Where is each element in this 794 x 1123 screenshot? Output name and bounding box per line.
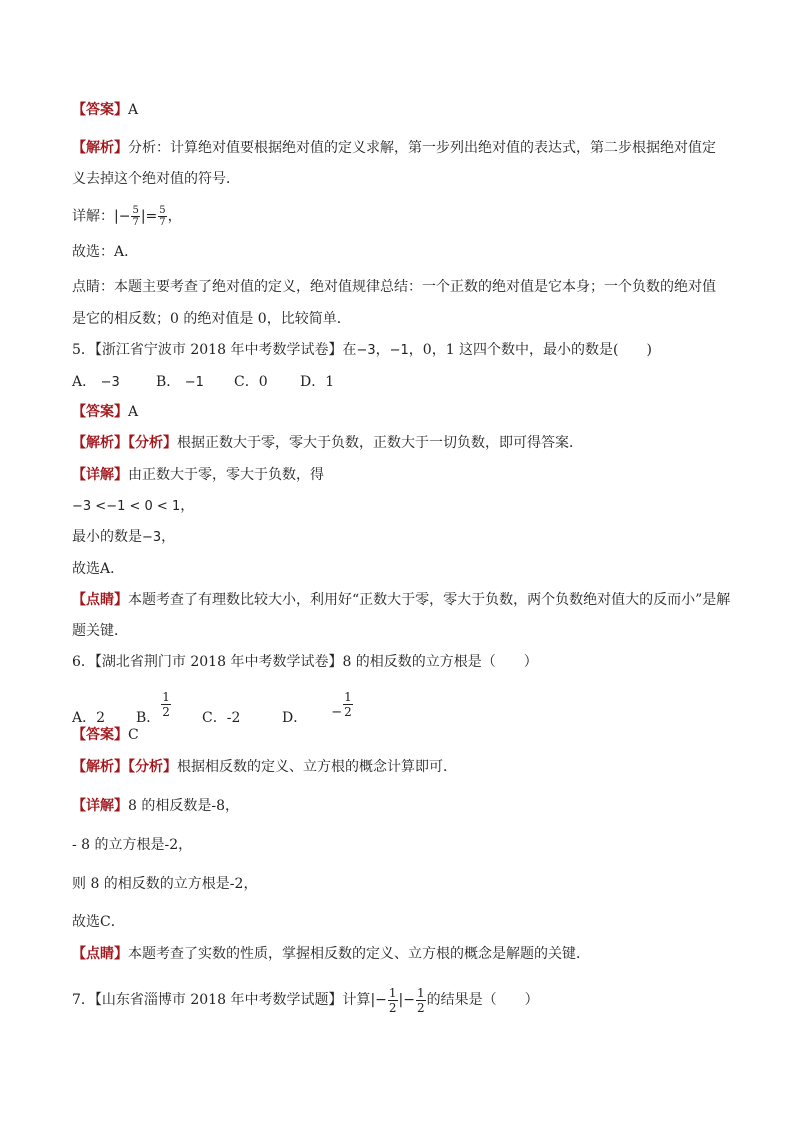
answer-line-q5: 【答案】A [72, 404, 139, 420]
detail-line-q6: 【详解】8 的相反数是-8， [72, 798, 239, 814]
option-c: C．0 [234, 374, 268, 390]
option-a: A．2 [72, 710, 106, 726]
abs-open: |− [114, 208, 131, 225]
choose-line-q6: 故选C． [72, 914, 125, 930]
question-6-stem: 6．【湖北省荆门市 2018 年中考数学试卷】8 的相反数的立方根是（ ） [72, 654, 538, 670]
analysis-text-cont: 义去掉这个绝对值的符号． [72, 171, 240, 187]
question-7-stem: 7．【山东省淄博市 2018 年中考数学试题】计算|− $\frac{1}{2}$ |− $\frac{1}{2}$ 的结果是（ ） [72, 985, 539, 1015]
inequality: −3 <−1 < 0 < 1 [72, 499, 181, 514]
option-a: A． −3 [72, 374, 120, 390]
option-c: C．-2 [202, 710, 241, 726]
detail-line-q4: 详解：|− $\frac{5}{7}$ |= $\frac{5}{7}$ ， [72, 205, 182, 228]
note-line-q5-cont: 题关键． [72, 623, 128, 639]
answer-tag: 【答案】 [72, 102, 128, 118]
analysis-line-q6: 【解析】【分析】根据相反数的定义、立方根的概念计算即可． [72, 759, 457, 775]
choose-line-q5: 故选A． [72, 561, 125, 577]
choose-line-q4: 故选：A． [72, 244, 139, 260]
cube-root-line: - 8 的立方根是-2， [72, 837, 193, 853]
detail-line-q5: 【详解】由正数大于零，零大于负数，得 [72, 467, 324, 483]
fraction: $\frac{1}{2}$ [388, 985, 397, 1015]
question-5-options [72, 372, 334, 393]
fraction: $\frac{5}{7}$ [132, 205, 139, 228]
note-line-q6: 【点睛】本题考查了实数的性质，掌握相反数的定义、立方根的概念是解题的关键． [72, 946, 590, 962]
fraction: $\frac{5}{7}$ [159, 205, 166, 228]
detail-prefix: 详解： [72, 208, 114, 225]
answer-line-q6: 【答案】C [72, 727, 139, 743]
question-5-stem: 5．【浙江省宁波市 2018 年中考数学试卷】在−3，−1，0，1 这四个数中，最小的数是( ) [72, 342, 652, 358]
note-line-q4-cont: 是它的相反数；0 的绝对值是 0，比较简单． [72, 311, 351, 327]
note-line-q4: 点睛：本题主要考查了绝对值的定义，绝对值规律总结：一个正数的绝对值是它本身；一个负数的绝对值 [72, 279, 716, 295]
analysis-tag: 【解析】 [72, 140, 128, 156]
option-b: B． $\frac{1}{2}$ [136, 690, 170, 726]
option-b: B． −1 [156, 374, 204, 390]
question-source: 【浙江省宁波市 2018 年中考数学试卷】 [94, 342, 343, 358]
inequality-line: −3 <−1 < 0 < 1， [72, 498, 195, 514]
answer-value: A [128, 102, 139, 118]
option-d: D． − $\frac{1}{2}$ [282, 690, 352, 726]
fraction: $\frac{1}{2}$ [417, 985, 425, 1015]
question-source: 【山东省淄博市 2018 年中考数学试题】 [94, 992, 343, 1008]
option-d: D．1 [300, 374, 335, 390]
answer-line-q4 [72, 100, 138, 120]
question-source: 【湖北省荆门市 2018 年中考数学试卷】 [94, 654, 343, 670]
conclusion-line: 则 8 的相反数的立方根是-2， [72, 876, 258, 892]
abs-close: |= [140, 208, 158, 225]
analysis-line-q5: 【解析】【分析】根据正数大于零，零大于负数，正数大于一切负数，即可得答案． [72, 435, 583, 451]
analysis-line-q4 [72, 138, 716, 158]
analysis-text: 分析：计算绝对值要根据绝对值的定义求解，第一步列出绝对值的表达式，第二步根据绝对值定 [128, 140, 716, 156]
smallest-line: 最小的数是−3， [72, 529, 176, 545]
note-line-q5: 【点睛】本题考查了有理数比较大小，利用好“正数大于零，零大于负数，两个负数绝对值大的反而小”是解 [72, 592, 731, 608]
